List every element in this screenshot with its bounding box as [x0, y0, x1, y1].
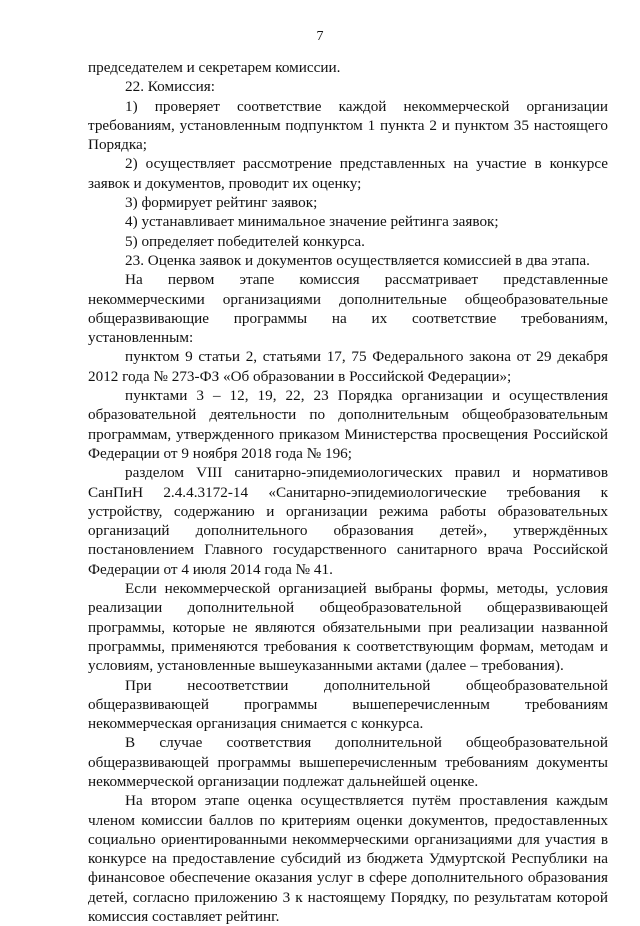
- paragraph: Если некоммерческой организацией выбраны формы, методы, условия реализации дополнительной общеобразовательной общеразвивающей программы, которые не являются обязательными при реализации названной программы, применяются требования к соответствующим формам, методам и условиям, установленные вышеуказанными актами (далее – требования).: [88, 580, 608, 675]
- document-body: [88, 58, 608, 926]
- paragraph: 3) формирует рейтинг заявок;: [125, 194, 318, 212]
- paragraph: 4) устанавливает минимальное значение рейтинга заявок;: [125, 213, 499, 231]
- paragraph: В случае соответствия дополнительной общеобразовательной общеразвивающей программы вышеперечисленным требованиям документы некоммерческой организации подлежат дальнейшей оценке.: [88, 734, 608, 790]
- paragraph: 2) осуществляет рассмотрение представленных на участие в конкурсе заявок и документов, проводит их оценку;: [88, 155, 608, 192]
- paragraph: 5) определяет победителей конкурса.: [125, 232, 365, 250]
- paragraph: пунктами 3 – 12, 19, 22, 23 Порядка организации и осуществления образовательной деятельности по дополнительным общеобразовательным программам, утвержденного приказом Министерства просвещения Российской Федерации от 9 ноября 2018 года № 196;: [88, 387, 608, 462]
- page-number: 7: [316, 29, 324, 44]
- paragraph: 23. Оценка заявок и документов осуществляется комиссией в два этапа.: [125, 251, 590, 269]
- paragraph: пунктом 9 статьи 2, статьями 17, 75 Федерального закона от 29 декабря 2012 года № 273-ФЗ «Об образовании в Российской Федерации»;: [88, 348, 608, 385]
- paragraph: При несоответствии дополнительной общеобразовательной общеразвивающей программы вышеперечисленным требованиям некоммерческая организация снимается с конкурса.: [88, 676, 608, 733]
- paragraph: 22. Комиссия:: [125, 78, 216, 96]
- paragraph: разделом VIII санитарно-эпидемиологических правил и нормативов СанПиН 2.4.4.3172-14 «Санитарно-эпидемиологические требования к устройству, содержанию и организации режима работы образовательных организаций дополнительного образования детей», утверждённых постановлением Главного государственного санитарного врача Российской Федерации от 4 июля 2014 года № 41.: [88, 464, 608, 578]
- paragraph: 1) проверяет соответствие каждой некоммерческой организации требованиям, установленным подпунктом 1 пункта 2 и пунктом 35 настоящего Порядка;: [88, 97, 608, 154]
- paragraph: На первом этапе комиссия рассматривает представленные некоммерческими организациями дополнительные общеобразовательные общеразвивающие программы на их соответствие требованиям, установленным:: [88, 271, 608, 347]
- paragraph: На втором этапе оценка осуществляется путём проставления каждым членом комиссии баллов по критериям оценки документов, предоставленных социально ориентированными некоммерческими организациями для участия в конкурсе на предоставление субсидий из бюджета Удмуртской Республики на финансовое обеспечение оказания услуг в сфере дополнительного образования детей, согласно приложению 3 к настоящему Порядку, по результатам которой комиссия составляет рейтинг.: [88, 792, 608, 926]
- paragraph: председателем и секретарем комиссии.: [88, 59, 341, 76]
